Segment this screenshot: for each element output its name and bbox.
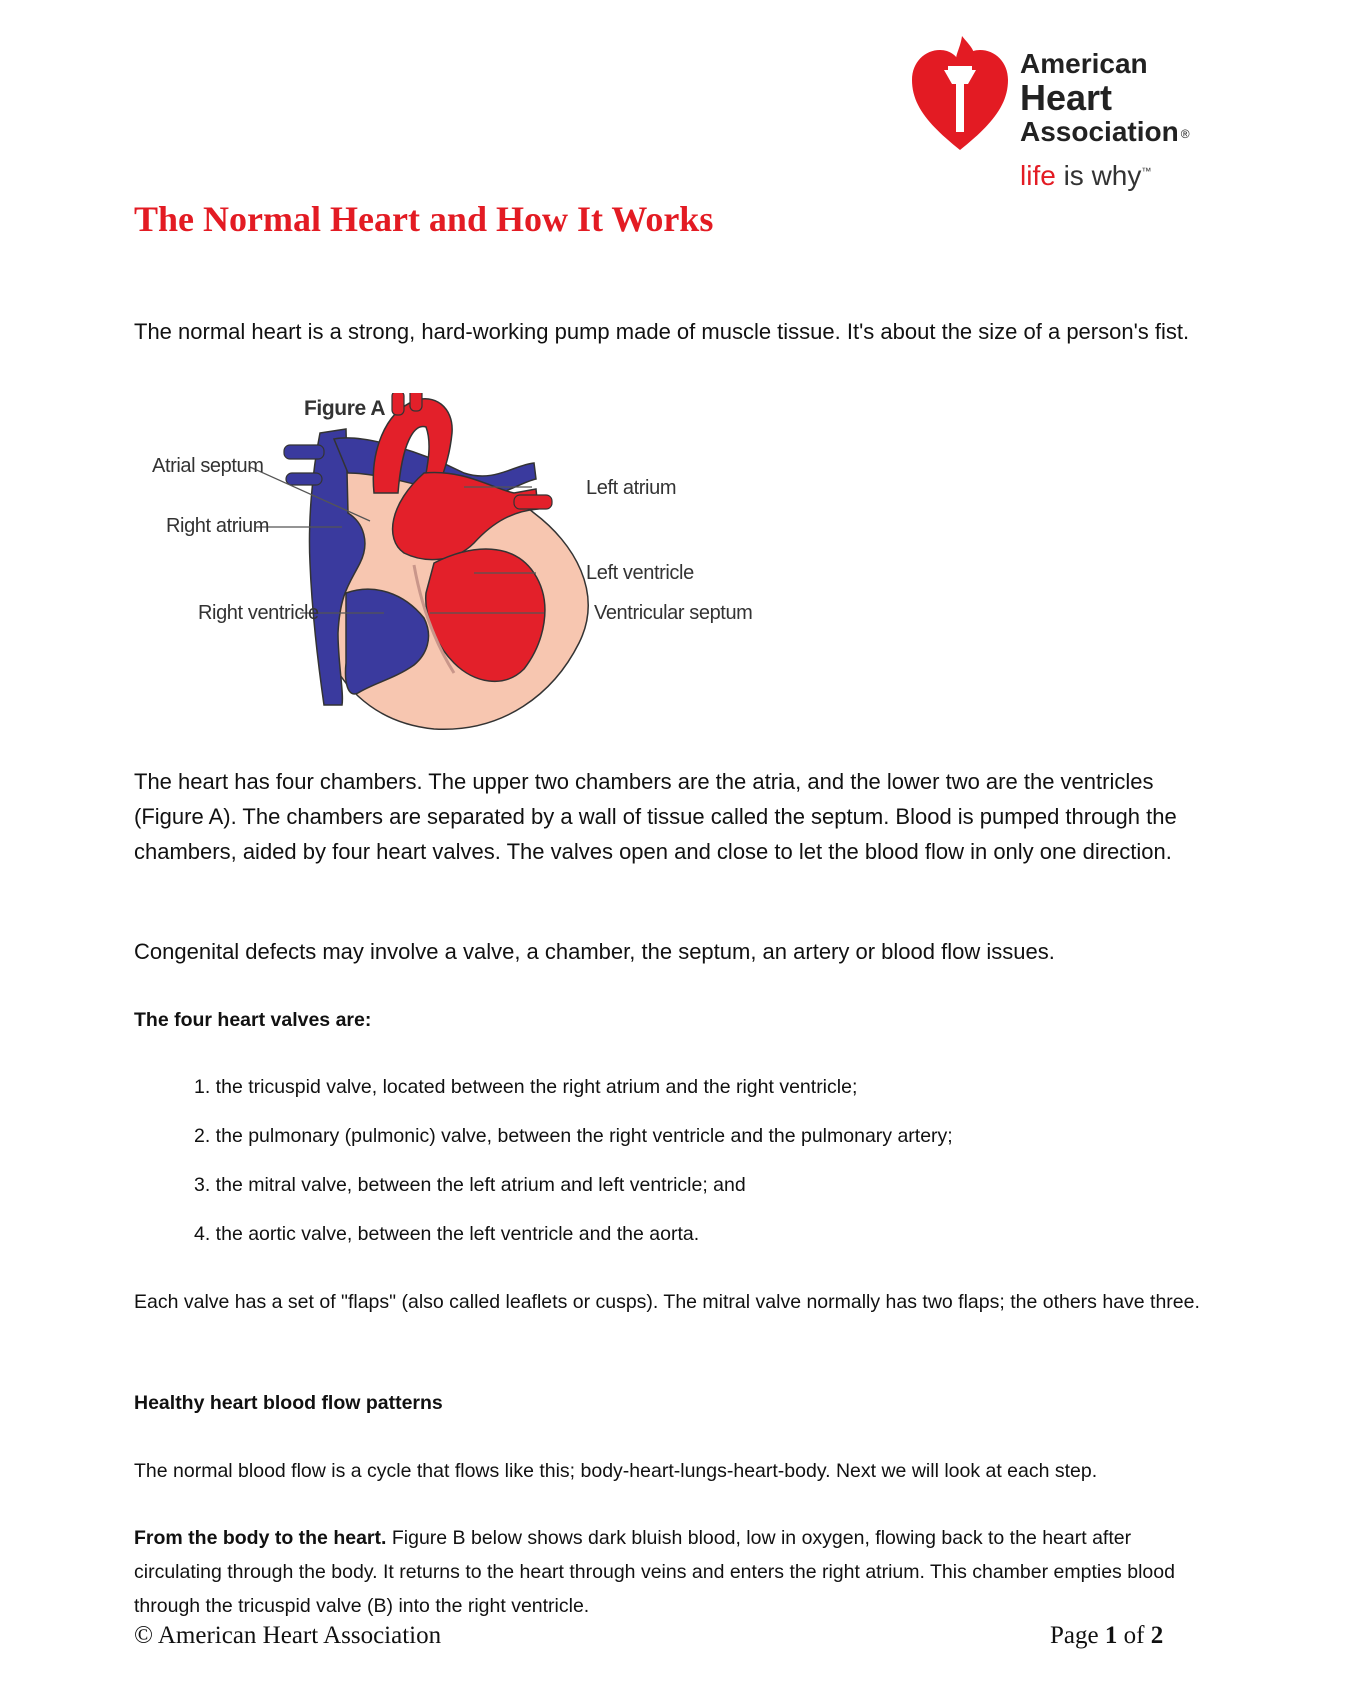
figure-title: Figure A xyxy=(304,397,386,420)
label-left-atrium: Left atrium xyxy=(586,477,677,499)
logo-line-association xyxy=(1020,118,1190,146)
intro-paragraph: The normal heart is a strong, hard-working pump made of muscle tissue. It's about the size of a person's fist. xyxy=(134,319,1190,344)
aha-logo xyxy=(910,36,1210,206)
list-item: 3. the mitral valve, between the left atrium and left ventricle; and xyxy=(194,1174,746,1196)
trademark-mark: ™ xyxy=(1141,166,1152,178)
chambers-paragraph: The heart has four chambers. The upper two chambers are the atria, and the lower two are the ventricles (Figure A). The chambers are separated by a wall of tissue called the septum. Blood is pumped through the chambers, aided by four heart valves. The valves open and close to let the blood flow in only one direction. xyxy=(134,769,1177,864)
defects-paragraph: Congenital defects may involve a valve, a chamber, the septum, an artery or blood flow issues. xyxy=(134,939,1055,964)
label-left-ventricle: Left ventricle xyxy=(586,562,694,584)
list-item: 4. the aortic valve, between the left ventricle and the aorta. xyxy=(194,1223,700,1245)
label-right-ventricle: Right ventricle xyxy=(198,602,319,624)
page-prefix: Page xyxy=(1050,1622,1105,1649)
list-item: 1. the tricuspid valve, located between the right atrium and the right ventricle; xyxy=(194,1076,858,1098)
page-current: 1 xyxy=(1104,1622,1118,1649)
logo-line-heart: Heart xyxy=(1020,77,1113,118)
valves-list xyxy=(194,1070,1214,1266)
tagline-rest: is why xyxy=(1055,160,1142,191)
logo-association-text: Association xyxy=(1020,116,1179,147)
footer-page-number xyxy=(1050,1622,1163,1650)
flaps-paragraph: Each valve has a set of "flaps" (also called leaflets or cusps). The mitral valve normally has two flaps; the others have three. xyxy=(134,1291,1200,1313)
vein-left-upper xyxy=(284,445,324,459)
tagline-life: life xyxy=(1020,160,1056,191)
page-title: The Normal Heart and How It Works xyxy=(134,199,714,239)
logo-line-american: American xyxy=(1020,48,1148,79)
list-item: 2. the pulmonary (pulmonic) valve, between the right ventricle and the pulmonary artery; xyxy=(194,1125,953,1147)
label-atrial-septum: Atrial septum xyxy=(152,455,264,477)
vein-left-lower xyxy=(286,473,322,485)
label-right-atrium: Right atrium xyxy=(166,515,270,537)
page-of: of xyxy=(1117,1622,1151,1649)
body-to-heart-text: Figure B below shows dark bluish blood, low in oxygen, flowing back to the heart after circulating through the body. It returns to the heart through veins and enters the right atrium. This chamber empties blood through the tricuspid valve (B) into the right ventricle. xyxy=(134,1527,1175,1617)
body-to-heart-paragraph xyxy=(134,1521,1214,1623)
flow-heading: Healthy heart blood flow patterns xyxy=(134,1392,443,1414)
body-to-heart-lead: From the body to the heart. xyxy=(134,1527,387,1549)
label-ventricular-septum: Ventricular septum xyxy=(594,602,753,624)
logo-wordmark xyxy=(1020,50,1190,146)
logo-tagline xyxy=(1020,160,1151,192)
page-total: 2 xyxy=(1150,1622,1164,1649)
aorta-branch-2 xyxy=(410,393,422,411)
figure-a-heart-diagram xyxy=(134,393,774,733)
heart-torch-icon xyxy=(910,36,1010,156)
registered-mark: ® xyxy=(1180,126,1190,141)
footer-copyright: © American Heart Association xyxy=(134,1622,442,1649)
valves-heading: The four heart valves are: xyxy=(134,1009,372,1031)
flow-paragraph: The normal blood flow is a cycle that flows like this; body-heart-lungs-heart-body. Next we will look at each step. xyxy=(134,1460,1098,1482)
aorta-branch-1 xyxy=(392,393,404,415)
pulmonary-vein-right xyxy=(514,495,552,509)
